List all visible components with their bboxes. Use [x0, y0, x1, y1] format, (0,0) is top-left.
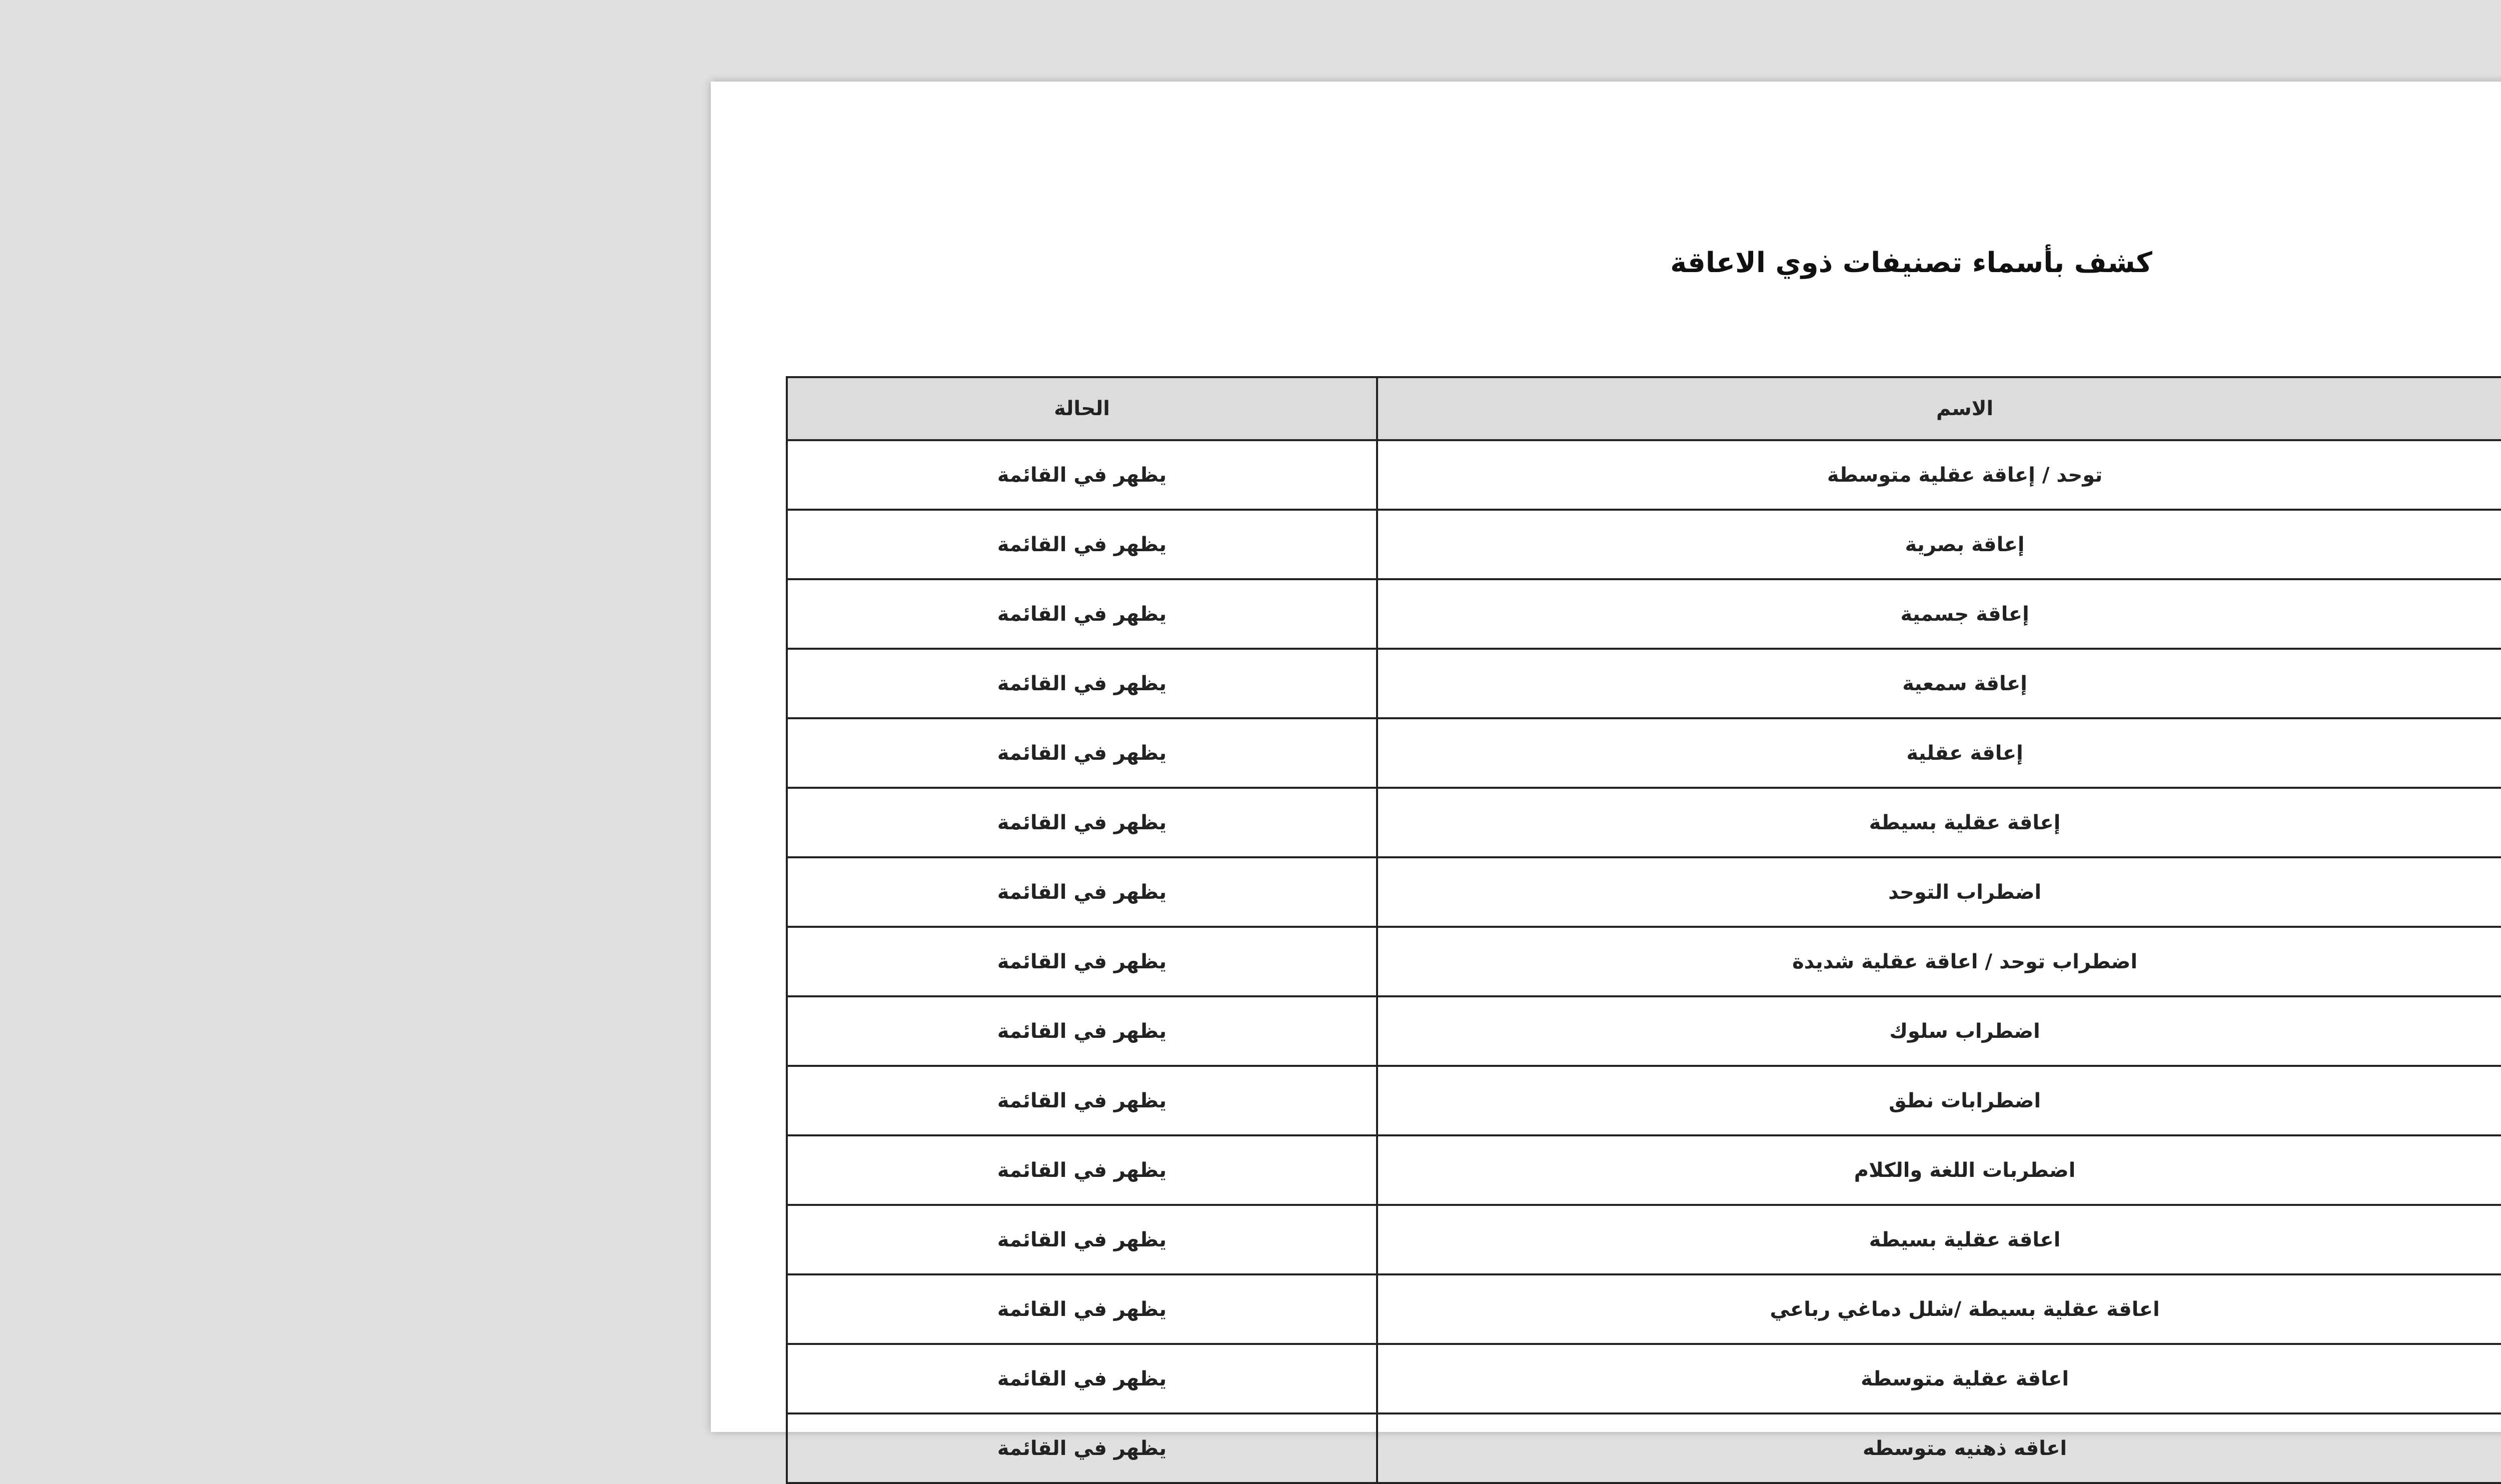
- row-status: يظهر في القائمة: [787, 1205, 1377, 1274]
- row-status: يظهر في القائمة: [787, 649, 1377, 718]
- row-status: يظهر في القائمة: [787, 927, 1377, 996]
- row-name: اضطراب التوحد: [1377, 857, 2501, 927]
- row-name: إعاقة عقلية بسيطة: [1377, 788, 2501, 857]
- table-row: [787, 1344, 2501, 1413]
- report-title: كشف بأسماء تصنيفات ذوي الاعاقة: [1670, 247, 2152, 279]
- classifications-table: [786, 376, 2501, 1484]
- table-row: [787, 857, 2501, 927]
- row-name: اضطرابات نطق: [1377, 1066, 2501, 1135]
- row-name: اضطراب سلوك: [1377, 996, 2501, 1066]
- row-status: يظهر في القائمة: [787, 1274, 1377, 1344]
- table-row: [787, 788, 2501, 857]
- row-name: اعاقة عقلية متوسطة: [1377, 1344, 2501, 1413]
- table-row: [787, 440, 2501, 510]
- table-row: [787, 996, 2501, 1066]
- row-status: يظهر في القائمة: [787, 1344, 1377, 1413]
- row-status: يظهر في القائمة: [787, 510, 1377, 579]
- row-name: توحد / إعاقة عقلية متوسطة: [1377, 440, 2501, 510]
- row-name: اعاقه ذهنيه متوسطه: [1377, 1413, 2501, 1483]
- column-header-status: الحالة: [787, 377, 1377, 440]
- row-status: يظهر في القائمة: [787, 579, 1377, 649]
- row-name: إعاقة عقلية: [1377, 718, 2501, 788]
- table-row: [787, 1135, 2501, 1205]
- table-row: [787, 1274, 2501, 1344]
- row-name: اضطراب توحد / اعاقة عقلية شديدة: [1377, 927, 2501, 996]
- row-status: يظهر في القائمة: [787, 857, 1377, 927]
- table-row: [787, 1205, 2501, 1274]
- report-page: [711, 82, 2501, 1460]
- column-header-name: الاسم: [1377, 377, 2501, 440]
- table-row: [787, 1413, 2501, 1483]
- row-status: يظهر في القائمة: [787, 718, 1377, 788]
- row-status: يظهر في القائمة: [787, 440, 1377, 510]
- table-row: [787, 1066, 2501, 1135]
- row-name: اضطربات اللغة والكلام: [1377, 1135, 2501, 1205]
- table-header-row: [787, 377, 2501, 440]
- table-row: [787, 579, 2501, 649]
- row-status: يظهر في القائمة: [787, 996, 1377, 1066]
- row-status: يظهر في القائمة: [787, 1066, 1377, 1135]
- table-row: [787, 927, 2501, 996]
- table-row: [787, 718, 2501, 788]
- row-name: اعاقة عقلية بسيطة /شلل دماغي رباعي: [1377, 1274, 2501, 1344]
- row-name: إعاقة جسمية: [1377, 579, 2501, 649]
- row-name: إعاقة بصرية: [1377, 510, 2501, 579]
- row-name: إعاقة سمعية: [1377, 649, 2501, 718]
- row-status: يظهر في القائمة: [787, 788, 1377, 857]
- table-row: [787, 510, 2501, 579]
- row-name: اعاقة عقلية بسيطة: [1377, 1205, 2501, 1274]
- table-row: [787, 649, 2501, 718]
- row-status: يظهر في القائمة: [787, 1135, 1377, 1205]
- row-status: يظهر في القائمة: [787, 1413, 1377, 1483]
